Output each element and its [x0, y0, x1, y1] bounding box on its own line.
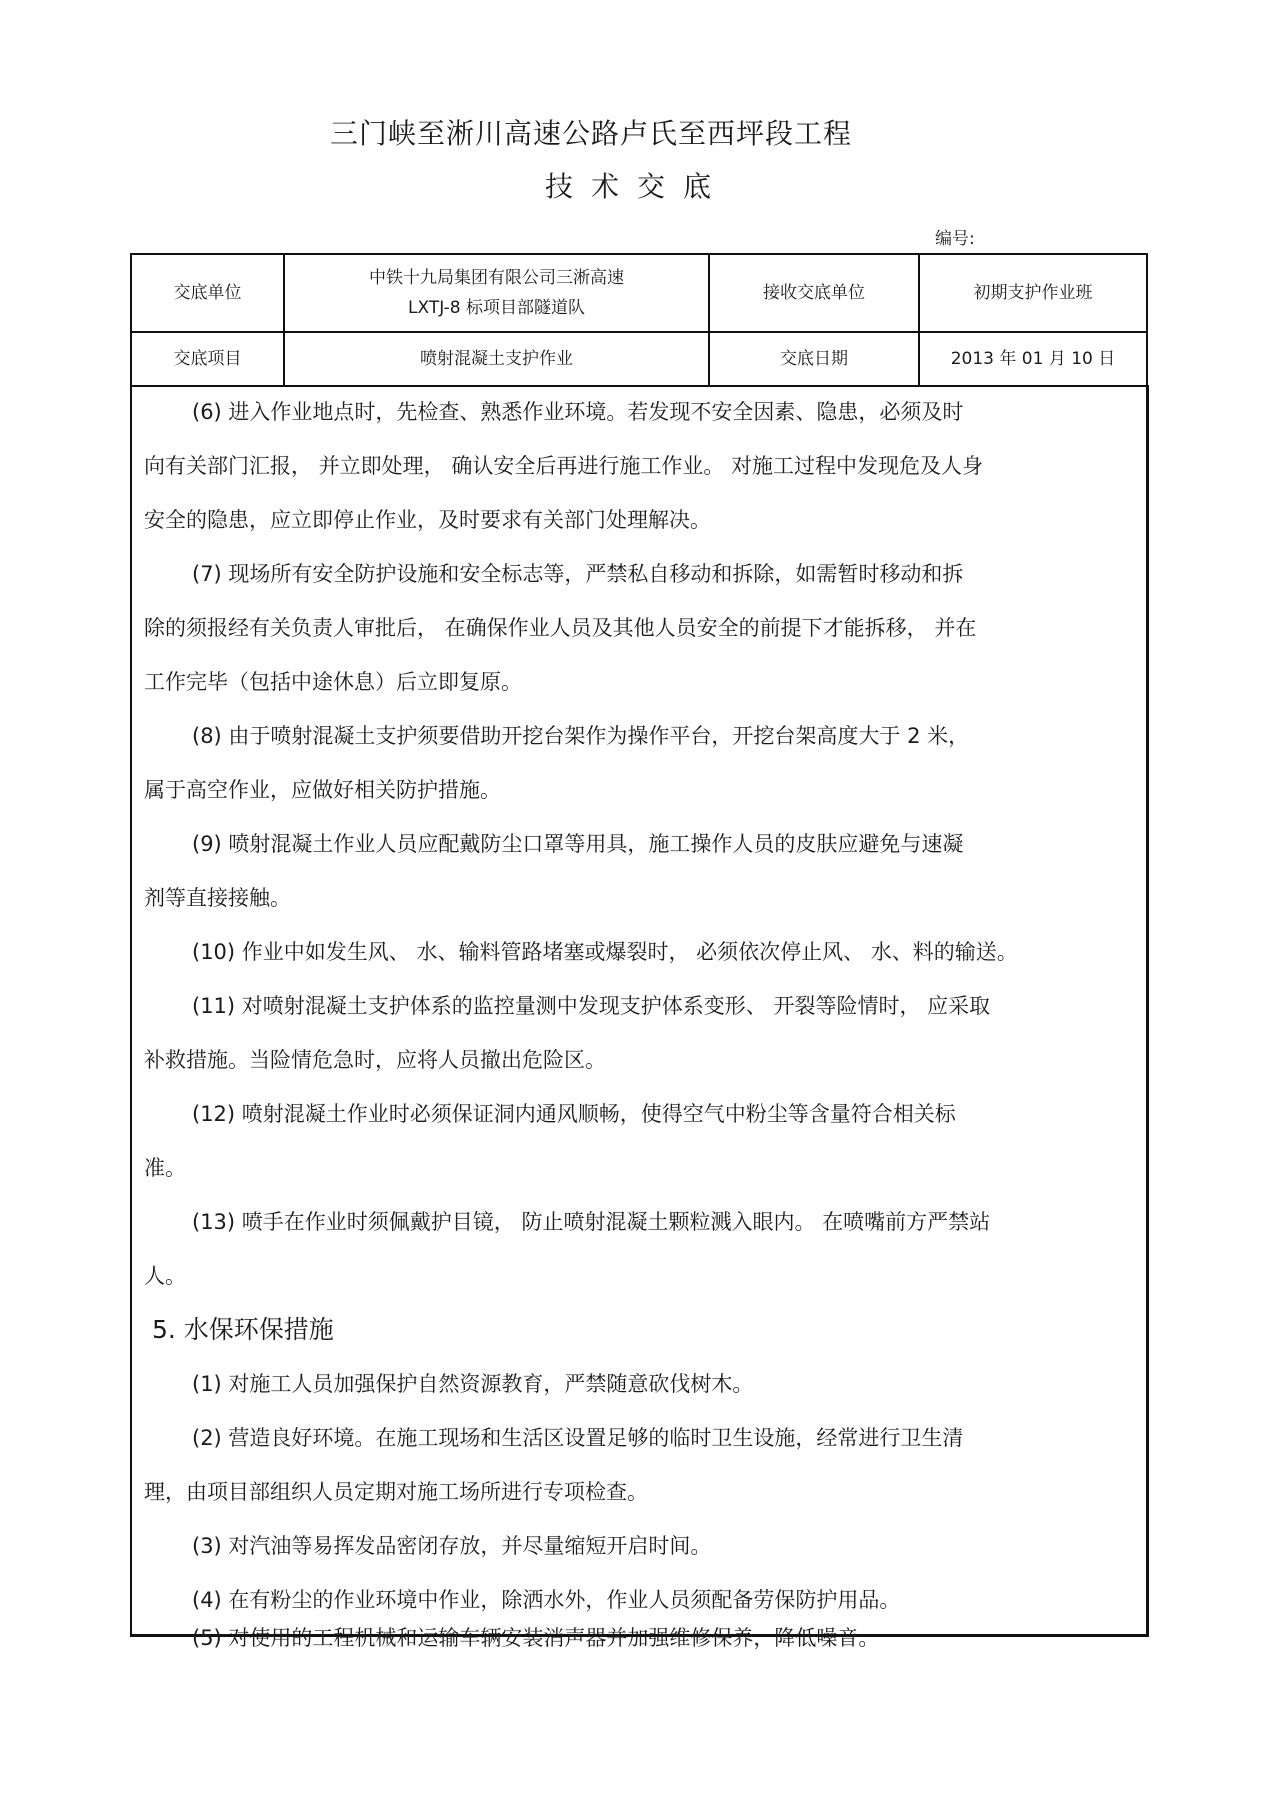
paragraph-13: [144, 1195, 1134, 1303]
unit-value-line2: LXTJ-8 标项目部隧道队: [408, 298, 585, 318]
paragraph-line: (9) 喷射混凝土作业人员应配戴防尘口罩等用具，施工操作人员的皮肤应避免与速凝: [192, 832, 964, 856]
section-5-item-3: [144, 1519, 1134, 1573]
paragraph-line: (2) 营造良好环境。在施工现场和生活区设置足够的临时卫生设施，经常进行卫生清: [192, 1426, 964, 1450]
paragraph-line: (1) 对施工人员加强保护自然资源教育，严禁随意砍伐树木。: [192, 1372, 754, 1396]
unit-value: [284, 254, 709, 332]
content-box: [130, 385, 1149, 1650]
doc-number-label: 编号:: [935, 229, 975, 249]
paragraph-line: (6) 进入作业地点时，先检查、熟悉作业环境。若发现不安全因素、隐患，必须及时: [192, 400, 964, 424]
paragraph-line: (3) 对汽油等易挥发品密闭存放，并尽量缩短开启时间。: [192, 1534, 712, 1558]
item-value: 喷射混凝土支护作业: [284, 332, 709, 386]
paragraph-9: [144, 817, 1134, 925]
paragraph-line: (4) 在有粉尘的作业环境中作业，除洒水外，作业人员须配备劳保防护用品。: [192, 1588, 901, 1612]
paragraph-line: 补救措施。当险情危急时，应将人员撤出危险区。: [144, 1048, 606, 1072]
date-value: 2013 年 01 月 10 日: [919, 332, 1147, 386]
paragraph-line: 人。: [144, 1264, 186, 1288]
paragraph-10: [144, 925, 1134, 979]
paragraph-line: 理，由项目部组织人员定期对施工场所进行专项检查。: [144, 1480, 648, 1504]
paragraph-6: [144, 385, 1134, 547]
header-table: [130, 253, 1148, 387]
section-5-item-2: [144, 1411, 1134, 1519]
unit-value-line1: 中铁十九局集团有限公司三淅高速: [369, 268, 624, 288]
paragraph-line: 工作完毕（包括中途休息）后立即复原。: [144, 670, 522, 694]
paragraph-line: 安全的隐患，应立即停止作业，及时要求有关部门处理解决。: [144, 508, 711, 532]
paragraph-12: [144, 1087, 1134, 1195]
paragraph-line: 属于高空作业，应做好相关防护措施。: [144, 778, 501, 802]
paragraph-11: [144, 979, 1134, 1087]
paragraph-line: (7) 现场所有安全防护设施和安全标志等，严禁私自移动和拆除，如需暂时移动和拆: [192, 562, 964, 586]
paragraph-8: [144, 709, 1134, 817]
paragraph-line: 剂等直接接触。: [144, 886, 291, 910]
section-5-item-5: [144, 1611, 1134, 1665]
unit-label: 交底单位: [131, 254, 284, 332]
paragraph-line: (5) 对使用的工程机械和运输车辆安装消声器并加强维修保养，降低噪音。: [192, 1626, 880, 1650]
paragraph-line: 除的须报经有关负责人审批后， 在确保作业人员及其他人员安全的前提下才能拆移， 并在: [144, 616, 977, 640]
receiver-value: 初期支护作业班: [919, 254, 1147, 332]
section-5-heading: [144, 1303, 1134, 1357]
document-title: 三门峡至淅川高速公路卢氏至西坪段工程: [330, 117, 853, 150]
document-subtitle: 技术交底: [545, 170, 730, 203]
paragraph-7: [144, 547, 1134, 709]
paragraph-line: (12) 喷射混凝土作业时必须保证洞内通风顺畅，使得空气中粉尘等含量符合相关标: [192, 1102, 956, 1126]
receiver-label: 接收交底单位: [709, 254, 919, 332]
item-label: 交底项目: [131, 332, 284, 386]
section-title: 5. 水保环保措施: [152, 1315, 334, 1344]
paragraph-line: (10) 作业中如发生风、 水、输料管路堵塞或爆裂时， 必须依次停止风、 水、料的输送。: [192, 940, 1018, 964]
section-5-item-1: [144, 1357, 1134, 1411]
paragraph-line: 向有关部门汇报， 并立即处理， 确认安全后再进行施工作业。 对施工过程中发现危及人身: [144, 454, 984, 478]
paragraph-line: 准。: [144, 1156, 186, 1180]
paragraph-line: (8) 由于喷射混凝土支护须要借助开挖台架作为操作平台，开挖台架高度大于 2 米，: [192, 724, 970, 748]
date-label: 交底日期: [709, 332, 919, 386]
paragraph-line: (11) 对喷射混凝土支护体系的监控量测中发现支护体系变形、 开裂等险情时， 应采取: [192, 994, 991, 1018]
paragraph-line: (13) 喷手在作业时须佩戴护目镜， 防止喷射混凝土颗粒溅入眼内。 在喷嘴前方严禁站: [192, 1210, 991, 1234]
